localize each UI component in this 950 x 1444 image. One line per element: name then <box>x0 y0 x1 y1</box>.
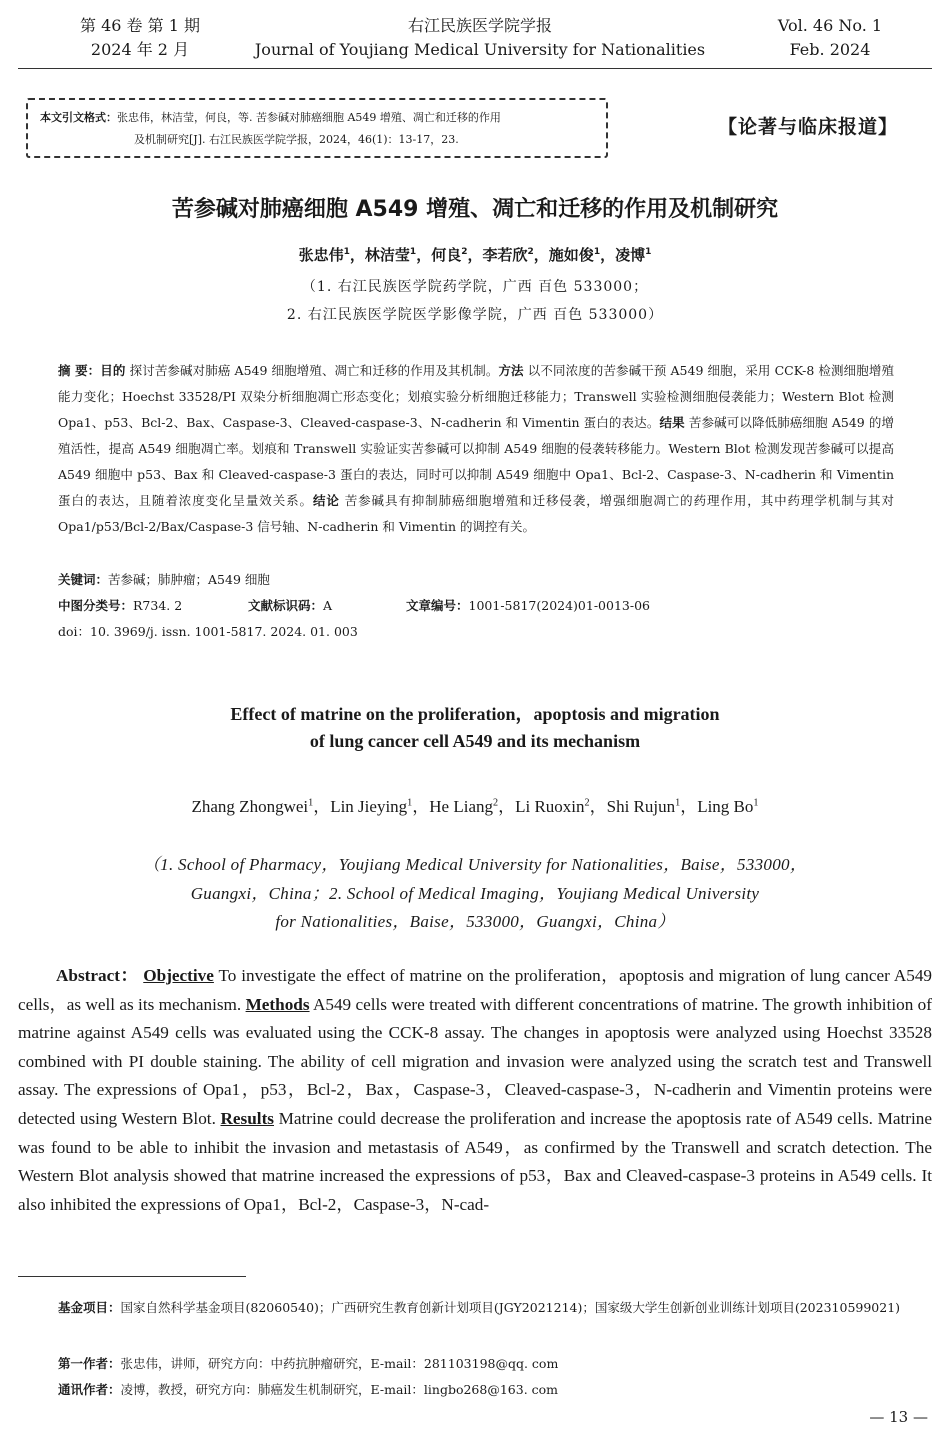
results-en-label: Results <box>220 1108 274 1128</box>
paper-title-en-line-2: of lung cancer cell A549 and its mechanism <box>309 731 641 751</box>
author-affil-mark: 1 <box>409 247 417 257</box>
header-journal-en: Journal of Youjiang Medical University for Nationalities <box>254 40 706 59</box>
classification-line <box>58 596 650 616</box>
author-list-en: Zhang Zhongwei$^1$，Lin Jieying$^1$，He Liang$^2$，Li Ruoxin$^2$，Shi Rujun$^1$，Ling Bo$^1$ <box>191 797 759 816</box>
first-author-text: 张忠伟，讲师，研究方向：中药抗肿瘤研究，E-mail：281103198@qq. com <box>120 1356 559 1371</box>
article-category: 【论著与临床报道】 <box>718 116 899 138</box>
funding-text: 国家自然科学基金项目(82060540)；广西研究生教育创新计划项目(JGY2021214)；国家级大学生创新创业训练计划项目(202310599021) <box>120 1300 901 1315</box>
keywords-text: 苦参碱；肺肿瘤；A549 细胞 <box>108 572 270 587</box>
affiliation-zh-2: 2. 右江民族医学院医学影像学院，广西 百色 533000） <box>286 307 664 323</box>
header-vol-no: Vol. 46 No. 1 <box>777 16 883 35</box>
first-author-label: 第一作者： <box>58 1356 121 1371</box>
header-date: 2024 年 2 月 <box>90 40 190 59</box>
footnote-corresponding-author <box>18 1378 934 1401</box>
author-affil-mark: 1 <box>645 247 652 257</box>
author-affil-mark: 2 <box>527 247 534 257</box>
author-en: Zhang Zhongwei <box>191 797 309 816</box>
author-en: He Liang <box>429 797 493 816</box>
header-volume-en <box>740 14 920 62</box>
author-affil-mark: 1 <box>343 247 350 257</box>
objective-en-label: Objective <box>143 966 214 985</box>
methods-zh-label: 方法 <box>498 363 524 378</box>
abstract-en <box>18 962 932 1219</box>
author-affil-mark: 2 <box>584 797 590 809</box>
header-journal-zh: 右江民族医学院学报 <box>407 16 552 35</box>
paper-title-en-line-1: Effect of matrine on the proliferation，apoptosis and migration <box>230 704 720 724</box>
footnote-first-author <box>18 1352 934 1375</box>
objective-zh-text: 探讨苦参碱对肺癌 A549 细胞增殖、凋亡和迁移的作用及其机制。 <box>125 363 499 378</box>
author-zh: 凌博 <box>615 246 646 264</box>
conclusion-zh-text: 苦参碱具有抑制肺癌细胞增殖和迁移侵袭，增强细胞凋亡的药理作用，其中药理学机制与其对 Opa1/p53/Bcl-2/Bax/Caspase-3 信号轴、N-cadherin 和 Vimentin 的调控有关。 <box>58 493 894 534</box>
author-en: Li Ruoxin <box>515 797 585 816</box>
header-divider <box>18 68 932 69</box>
footnote-divider <box>18 1276 246 1277</box>
author-zh: 张忠伟 <box>298 246 344 264</box>
results-zh-label: 结果 <box>659 415 685 430</box>
affiliation-en-1: （1. School of Pharmacy，Youjiang Medical University for Nationalities，Baise，533000， <box>142 855 808 874</box>
author-affil-mark: 1 <box>753 797 759 809</box>
author-list-zh: 张忠伟$^1$，林洁莹$^1$，何良$^2$，李若欣$^2$，施如俊$^1$，凌博$^1$ <box>298 246 652 264</box>
citation-label: 本文引文格式： <box>40 111 117 124</box>
objective-zh-label: 目的 <box>100 363 126 378</box>
conclusion-zh-label: 结论 <box>312 493 340 508</box>
funding-label: 基金项目： <box>58 1300 121 1315</box>
paper-title-zh: 苦参碱对肺癌细胞 A549 增殖、凋亡和迁移的作用及机制研究 <box>171 197 779 222</box>
header-month: Feb. 2024 <box>789 40 871 59</box>
header-journal <box>230 14 730 62</box>
author-en: Lin Jieying <box>330 797 408 816</box>
author-en: Shi Rujun <box>606 797 676 816</box>
page-number: — 13 — <box>869 1408 928 1426</box>
keywords-zh <box>58 570 270 590</box>
author-affil-mark: 1 <box>407 797 413 809</box>
author-affil-mark: 1 <box>593 247 601 257</box>
citation-text-1: 张忠伟，林洁莹，何良，等. 苦参碱对肺癌细胞 A549 增殖、凋亡和迁移的作用 <box>117 111 501 124</box>
clc-label: 中图分类号： <box>58 598 134 613</box>
author-zh: 李若欣 <box>482 246 528 264</box>
author-zh: 施如俊 <box>548 246 594 264</box>
doccode-value: A <box>323 598 333 613</box>
clc-value: R734. 2 <box>133 598 183 613</box>
methods-en-text: A549 cells were treated with different concentrations of matrine. The growth inhibition of matrine against A549 cells was evaluated using the CCK-8 assay. The changes in apoptosis were analyzed using Hoechst 33528 combined with PI double staining. The ability of cell migration and invasion were analyzed using the scratch test and Transwell assay. The expressions of Opa1，p53，Bcl-2，Bax，Caspase-3，Cleaved-caspase-3，N-cadherin and Vimentin proteins were detected using Western Blot. <box>18 994 932 1128</box>
abstract-en-label: Abstract： <box>56 966 139 985</box>
footnote-funding <box>18 1296 934 1319</box>
citation-line-1 <box>40 108 501 128</box>
doi: doi：10. 3969/j. issn. 1001-5817. 2024. 01. 003 <box>58 624 358 639</box>
keywords-label: 关键词： <box>58 572 109 587</box>
methods-zh-text: 以不同浓度的苦参碱干预 A549 细胞，采用 CCK-8 检测细胞增殖能力变化；Hoechst 33528/PI 双染分析细胞凋亡形态变化；划痕实验分析细胞迁移能力；Transwell 实验检测细胞侵袭能力；Western Blot 检测 Opa1、p53、Bcl-2、Bax、Caspase-3、Cleaved-caspase-3、N-cadherin 和 Vimentin 蛋白的表达。 <box>58 363 894 430</box>
affiliation-en-2: Guangxi，China；2. School of Medical Imaging，Youjiang Medical University <box>190 884 760 903</box>
header-volume: 第 46 卷 第 1 期 <box>80 16 200 35</box>
affiliation-en-3: for Nationalities，Baise，533000，Guangxi，China） <box>275 912 675 931</box>
objective-en-text: To investigate the effect of matrine on the proliferation，apoptosis and migration of lung cancer A549 cells，as well as its mechanism. <box>18 966 933 1014</box>
results-en-text: Matrine could decrease the proliferation and increase the apoptosis rate of A549 cells. Matrine was found to be able to inhibit the invasion and metastasis of A549，as confirmed by the Transwell and scratch detection. The Western Blot analysis showed that matrine increased the expressions of p53，Bax and Cleaved-caspase-3 proteins in A549 cells. It also inhibited the expressions of Opa1，Bcl-2，Caspase-3，N-cad- <box>18 1108 932 1214</box>
author-zh: 林洁莹 <box>364 246 410 264</box>
citation-line-2: 及机制研究[J]. 右江民族医学院学报，2024，46(1)：13-17，23. <box>134 133 459 146</box>
methods-en-label: Methods <box>245 994 310 1014</box>
author-affil-mark: 2 <box>493 797 499 809</box>
header-volume-issue <box>60 14 220 62</box>
abstract-zh-label: 摘 要： <box>58 363 101 378</box>
corresponding-author-text: 凌博，教授，研究方向：肺癌发生机制研究，E-mail：lingbo268@163. com <box>120 1382 559 1397</box>
doccode-label: 文献标识码： <box>248 598 324 613</box>
abstract-zh <box>58 358 894 540</box>
author-en: Ling Bo <box>697 797 754 816</box>
author-affil-mark: 2 <box>461 247 468 257</box>
article-no-label: 文章编号： <box>406 598 469 613</box>
author-affil-mark: 1 <box>308 797 314 809</box>
author-affil-mark: 1 <box>675 797 681 809</box>
corresponding-author-label: 通讯作者： <box>58 1382 121 1397</box>
article-no-value: 1001-5817(2024)01-0013-06 <box>468 598 650 613</box>
affiliation-zh-1: （1. 右江民族医学院药学院，广西 百色 533000； <box>301 279 649 295</box>
author-zh: 何良 <box>431 246 462 264</box>
results-zh-text: 苦参碱可以降低肺癌细胞 A549 的增殖活性，提高 A549 细胞凋亡率。划痕和 Transwell 实验证实苦参碱可以抑制 A549 细胞的侵袭转移能力。Western Blot 检测发现苦参碱可以提高 A549 细胞中 p53、Bax 和 Cleaved-caspase-3 蛋白的表达，同时可以抑制 A549 细胞中 Opa1、Bcl-2、Caspase-3、N-cadherin 和 Vimentin 蛋白的表达，且随着浓度变化呈量效关系。 <box>58 415 894 508</box>
